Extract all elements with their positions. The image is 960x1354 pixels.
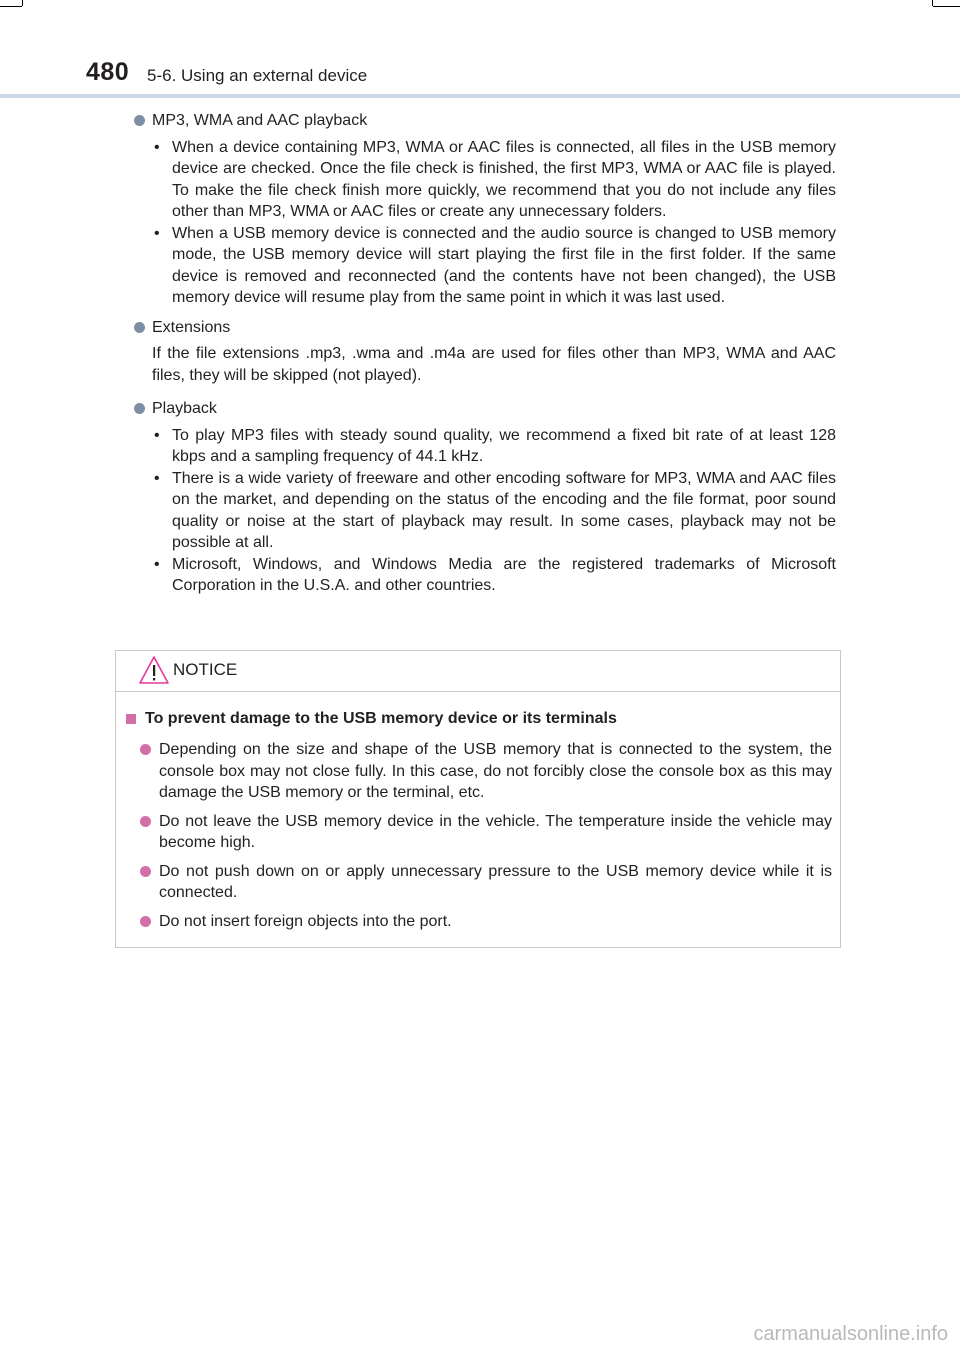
list-item-text: Microsoft, Windows, and Windows Media are the registered trademarks of Microsoft Corporation in the U.S.A. and other countries. — [172, 555, 836, 594]
list-item — [154, 554, 836, 597]
warning-triangle-icon — [138, 654, 170, 686]
page-body — [134, 110, 836, 597]
bullet-dot-icon — [134, 322, 145, 333]
notice-title-text: To prevent damage to the USB memory device or its terminals — [145, 710, 617, 727]
list-item — [154, 223, 836, 309]
mp3-heading-text: MP3, WMA and AAC playback — [152, 112, 368, 129]
playback-heading — [134, 398, 836, 420]
watermark: carmanualsonline.info — [753, 1323, 948, 1345]
notice-box — [115, 650, 841, 948]
extensions-heading-text: Extensions — [152, 318, 231, 336]
bullet-dot-icon — [140, 744, 151, 755]
mp3-heading — [134, 110, 836, 132]
list-item-text: To play MP3 files with steady sound quality, we recommend a fixed bit rate of at least 128 kbps and a sampling frequency of 44.1 kHz. — [172, 426, 836, 465]
list-item-text: When a USB memory device is connected and the audio source is changed to USB memory mode, the USB memory device will start playing the first file in the first folder. If the same device is removed and reconnected (and the contents have not been changed), the USB memory device will resume play from the same point in which it was last used. — [172, 224, 836, 306]
notice-header — [116, 651, 840, 692]
page-header — [0, 0, 960, 100]
notice-item-text: Depending on the size and shape of the USB memory that is connected to the system, the console box may not close fully. In this case, do not forcibly close the console box as this may damage the USB memory or the terminal, etc. — [159, 741, 832, 801]
bullet-dot-icon — [140, 916, 151, 927]
list-item-text: There is a wide variety of freeware and other encoding software for MP3, WMA and AAC files on the market, and depending on the status of the encoding and the file format, poor sound quality or noise at the start of playback may result. In some cases, playback may not be possible at all. — [172, 469, 836, 551]
small-bullet-icon: • — [154, 555, 160, 573]
bullet-dot-icon — [134, 115, 145, 126]
section-title: 5-6. Using an external device — [147, 66, 368, 85]
playback-heading-text: Playback — [152, 400, 217, 417]
bullet-dot-icon — [134, 403, 145, 414]
page-number: 480 — [86, 58, 130, 86]
bullet-dot-icon — [140, 816, 151, 827]
header-rule — [0, 94, 960, 98]
notice-label: NOTICE — [173, 660, 238, 679]
list-item — [154, 468, 836, 554]
notice-item-text: Do not leave the USB memory device in the vehicle. The temperature inside the vehicle may become high. — [159, 812, 832, 851]
notice-title — [126, 710, 617, 728]
notice-item — [140, 739, 832, 804]
small-bullet-icon: • — [154, 224, 160, 242]
notice-item — [140, 861, 832, 904]
notice-item — [140, 811, 832, 854]
small-bullet-icon: • — [154, 426, 160, 444]
notice-item-text: Do not push down on or apply unnecessary pressure to the USB memory device while it is connected. — [159, 862, 832, 901]
square-bullet-icon — [126, 714, 136, 724]
list-item — [154, 425, 836, 468]
bullet-dot-icon — [140, 866, 151, 877]
notice-item-text: Do not insert foreign objects into the port. — [159, 912, 452, 930]
notice-list — [140, 739, 832, 939]
extensions-heading — [134, 317, 836, 339]
small-bullet-icon: • — [154, 469, 160, 487]
extensions-paragraph: If the file extensions .mp3, .wma and .m4a are used for files other than MP3, WMA and AAC files, they will be skipped (not played). — [152, 345, 836, 384]
small-bullet-icon: • — [154, 138, 160, 156]
list-item-text: When a device containing MP3, WMA or AAC files is connected, all files in the USB memory device are checked. Once the file check is finished, the first MP3, WMA or AAC file is played. To make the file check finish more quickly, we recommend that you do not include any files other than MP3, WMA or AAC files or create any unnecessary folders. — [172, 138, 836, 220]
notice-item — [140, 911, 832, 933]
list-item — [154, 137, 836, 223]
